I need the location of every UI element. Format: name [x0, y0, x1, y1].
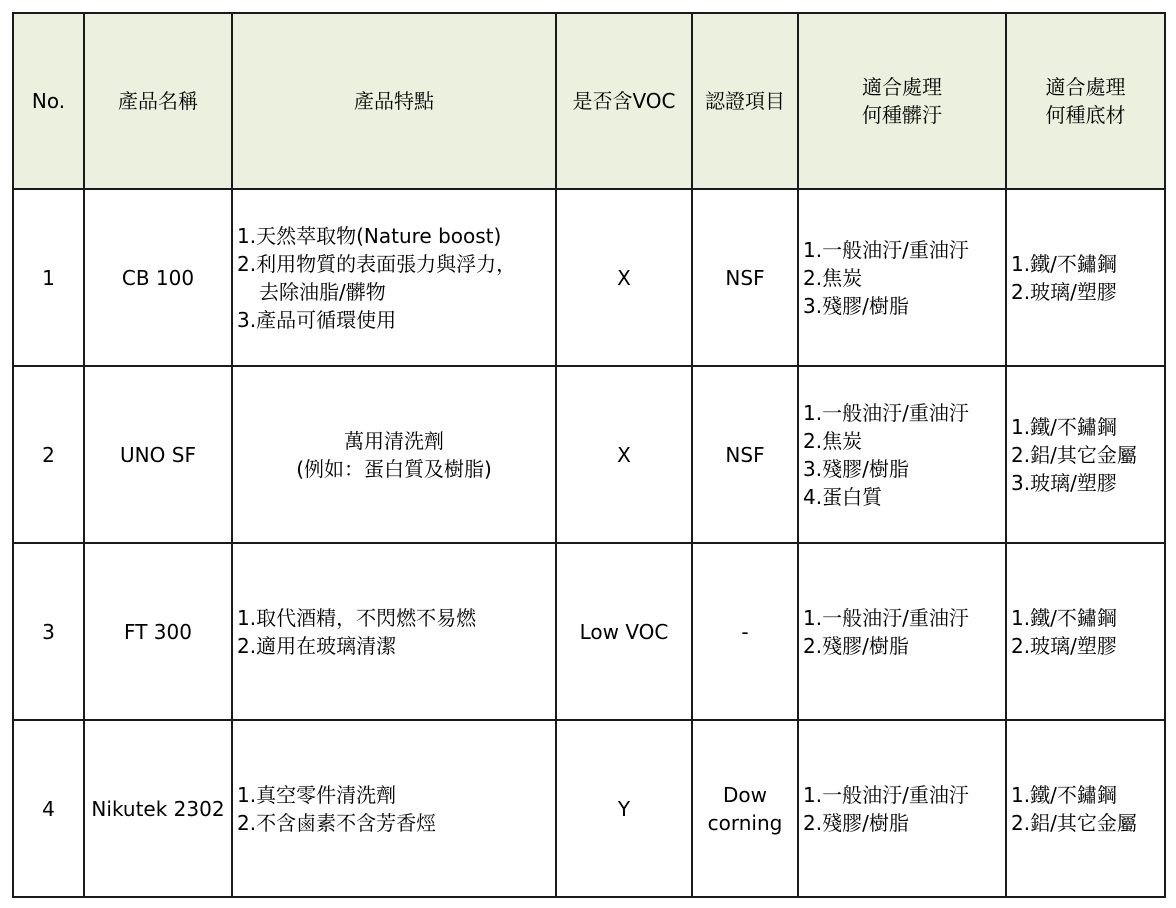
row-dirt-types [798, 366, 1006, 543]
table-row [13, 189, 1165, 366]
dirt-line: 2.焦炭 [803, 265, 863, 290]
substrate-line: 1.鐵/不鏽鋼 [1011, 251, 1117, 276]
feature-line: 2.適用在玻璃清潔 [237, 633, 397, 658]
dirt-line: 3.殘膠/樹脂 [803, 456, 909, 481]
header-dirt-line-2: 何種髒汙 [862, 103, 942, 127]
header-features: 產品特點 [232, 13, 556, 189]
row-no: 1 [13, 189, 84, 366]
substrate-line: 2.鋁/其它金屬 [1011, 442, 1137, 467]
dirt-line: 1.一般油汙/重油汙 [803, 605, 969, 630]
row-substrates [1006, 720, 1165, 897]
dirt-line: 1.一般油汙/重油汙 [803, 237, 969, 262]
header-no: No. [13, 13, 84, 189]
row-substrates [1006, 189, 1165, 366]
substrate-line: 2.玻璃/塑膠 [1011, 633, 1117, 658]
header-dirt-type [798, 13, 1006, 189]
feature-line: 1.真空零件清洗劑 [237, 782, 397, 807]
cert-line: NSF [725, 265, 765, 290]
feature-line: 1.取代酒精，不閃燃不易燃 [237, 605, 477, 630]
row-voc: X [556, 189, 692, 366]
header-dirt-line-1: 適合處理 [862, 75, 942, 99]
row-substrates [1006, 366, 1165, 543]
row-certification [692, 189, 798, 366]
table-row [13, 543, 1165, 720]
row-features [232, 366, 556, 543]
row-dirt-types [798, 543, 1006, 720]
row-no: 3 [13, 543, 84, 720]
header-voc: 是否含VOC [556, 13, 692, 189]
dirt-line: 3.殘膠/樹脂 [803, 293, 909, 318]
header-substrate-line-1: 適合處理 [1045, 75, 1126, 99]
row-product-name: Nikutek 2302 [84, 720, 232, 897]
row-dirt-types [798, 720, 1006, 897]
header-product-name: 產品名稱 [84, 13, 232, 189]
row-voc: X [556, 366, 692, 543]
dirt-line: 1.一般油汙/重油汙 [803, 782, 969, 807]
substrate-line: 3.玻璃/塑膠 [1011, 470, 1117, 495]
dirt-line: 4.蛋白質 [803, 484, 883, 509]
cert-line: Dow [723, 782, 767, 807]
dirt-line: 2.殘膠/樹脂 [803, 810, 909, 835]
substrate-line: 2.玻璃/塑膠 [1011, 279, 1117, 304]
cert-line: NSF [725, 442, 765, 467]
substrate-line: 2.鋁/其它金屬 [1011, 810, 1137, 835]
row-product-name: FT 300 [84, 543, 232, 720]
row-features [232, 543, 556, 720]
row-voc: Y [556, 720, 692, 897]
feature-line: 去除油脂/髒物 [259, 279, 386, 304]
feature-line: (例如：蛋白質及樹脂) [296, 456, 492, 481]
table-row [13, 720, 1165, 897]
row-voc: Low VOC [556, 543, 692, 720]
cert-line: corning [707, 810, 783, 835]
row-features [232, 189, 556, 366]
dirt-line: 2.殘膠/樹脂 [803, 633, 909, 658]
feature-line: 2.利用物質的表面張力與浮力， [237, 251, 517, 276]
row-product-name: UNO SF [84, 366, 232, 543]
table-row [13, 366, 1165, 543]
dirt-line: 2.焦炭 [803, 428, 863, 453]
header-substrate-line-2: 何種底材 [1045, 103, 1126, 127]
row-substrates [1006, 543, 1165, 720]
row-product-name: CB 100 [84, 189, 232, 366]
feature-line: 1.天然萃取物(Nature boost) [237, 223, 502, 248]
row-certification [692, 720, 798, 897]
header-certification: 認證項目 [692, 13, 798, 189]
product-table [12, 12, 1166, 898]
dirt-line: 1.一般油汙/重油汙 [803, 400, 969, 425]
cert-line: - [741, 619, 749, 644]
feature-line: 2.不含鹵素不含芳香烴 [237, 810, 437, 835]
substrate-line: 1.鐵/不鏽鋼 [1011, 605, 1117, 630]
row-dirt-types [798, 189, 1006, 366]
row-features [232, 720, 556, 897]
row-no: 4 [13, 720, 84, 897]
header-row [13, 13, 1165, 189]
row-certification [692, 366, 798, 543]
substrate-line: 1.鐵/不鏽鋼 [1011, 782, 1117, 807]
row-no: 2 [13, 366, 84, 543]
substrate-line: 1.鐵/不鏽鋼 [1011, 414, 1117, 439]
feature-line: 3.產品可循環使用 [237, 307, 397, 332]
row-certification [692, 543, 798, 720]
feature-line: 萬用清洗劑 [344, 428, 444, 453]
product-comparison-sheet [12, 12, 1164, 898]
header-substrate [1006, 13, 1165, 189]
